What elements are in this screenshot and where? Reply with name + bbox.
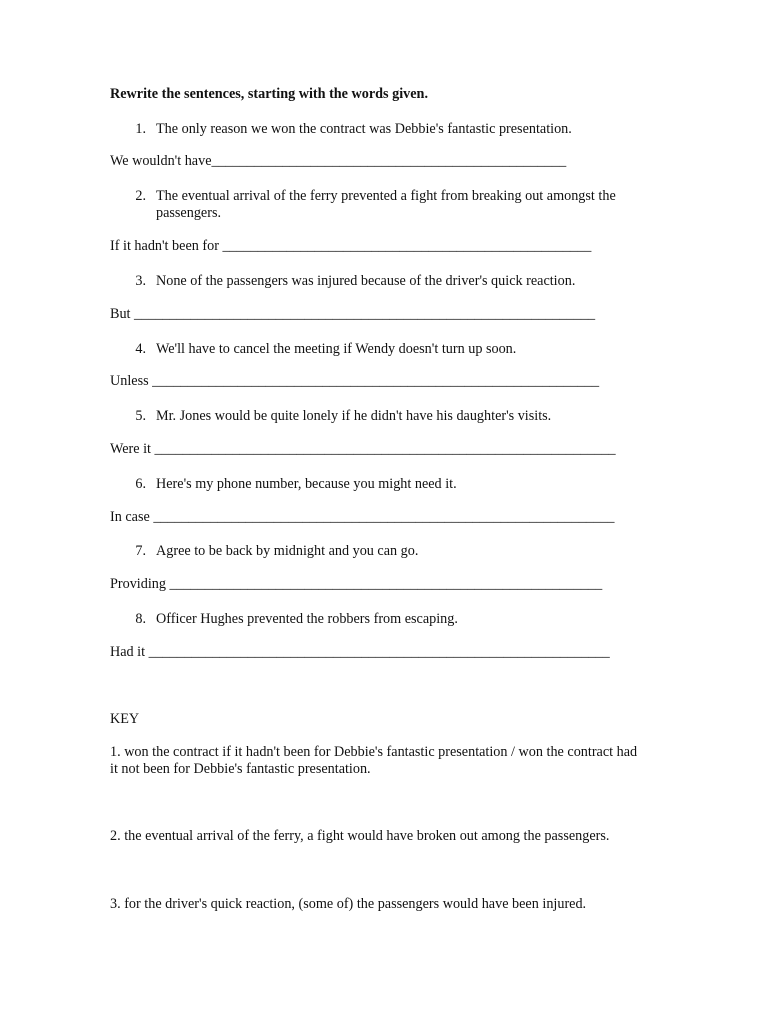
key-entry: 3. for the driver's quick reaction, (some of) the passengers would have been injured. [110, 896, 587, 912]
answer-prompt: In case _________________________________________________________________ [110, 509, 615, 525]
question-sentence: Officer Hughes prevented the robbers from escaping. [156, 611, 458, 627]
question-number: 7. [135, 543, 146, 559]
question-number: 4. [135, 341, 146, 357]
question-number: 2. [135, 188, 146, 204]
answer-prompt: Unless _______________________________________________________________ [110, 373, 600, 389]
question-number: 3. [135, 273, 146, 289]
question-sentence: Here's my phone number, because you might need it. [156, 476, 457, 492]
key-entry: 1. won the contract if it hadn't been for Debbie's fantastic presentation / won the contract had it not been for Debbie's fantastic presentation. [110, 744, 638, 777]
question-number: 6. [135, 476, 146, 492]
answer-prompt: Had it _________________________________________________________________ [110, 644, 610, 660]
question-sentence: Agree to be back by midnight and you can go. [156, 543, 419, 559]
worksheet-heading: Rewrite the sentences, starting with the words given. [110, 86, 428, 102]
answer-prompt: We wouldn't have__________________________________________________ [110, 153, 567, 169]
answer-prompt: If it hadn't been for ____________________________________________________ [110, 238, 592, 254]
question-sentence: We'll have to cancel the meeting if Wendy doesn't turn up soon. [156, 341, 517, 357]
question-sentence: The eventual arrival of the ferry prevented a fight from breaking out amongst the passengers. [156, 188, 616, 221]
key-title: KEY [110, 711, 140, 727]
question-sentence: Mr. Jones would be quite lonely if he didn't have his daughter's visits. [156, 408, 552, 424]
question-sentence: The only reason we won the contract was Debbie's fantastic presentation. [156, 121, 572, 137]
answer-prompt: Providing _____________________________________________________________ [110, 576, 603, 592]
question-number: 8. [135, 611, 146, 627]
key-entry: 2. the eventual arrival of the ferry, a fight would have broken out among the passengers. [110, 828, 610, 844]
answer-prompt: But _________________________________________________________________ [110, 306, 596, 322]
question-number: 1. [135, 121, 146, 137]
question-sentence: None of the passengers was injured because of the driver's quick reaction. [156, 273, 576, 289]
answer-prompt: Were it _________________________________________________________________ [110, 441, 616, 457]
question-number: 5. [135, 408, 146, 424]
